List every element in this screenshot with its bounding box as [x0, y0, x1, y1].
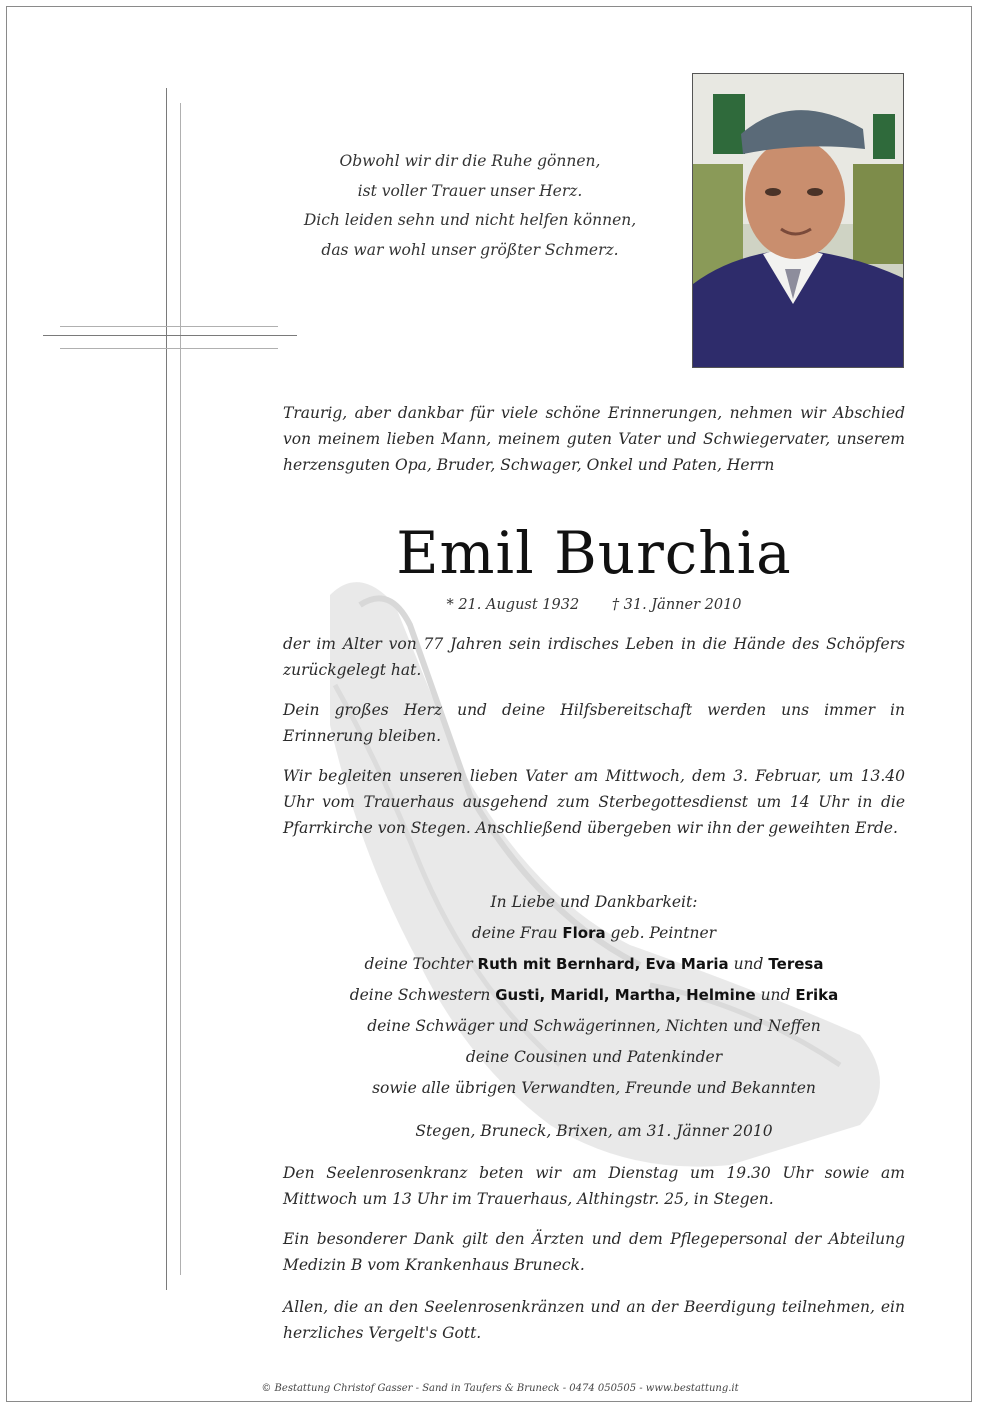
birth-date: * 21. August 1932 — [446, 597, 580, 613]
mourner-line-sisters: deine Schwestern Gusti, Maridl, Martha, Helmine und Erika — [349, 986, 839, 1004]
age-paragraph: der im Alter von 77 Jahren sein irdisches Leben in die Hände des Schöpfers zurückgelegt hat. — [283, 635, 905, 679]
verse-line: Dich leiden sehn und nicht helfen können, — [303, 211, 637, 229]
portrait-photo — [692, 73, 904, 368]
rosary-paragraph: Den Seelenrosenkranz beten wir am Dienstag um 19.30 Uhr sowie am Mittwoch um 13 Uhr im Trauerhaus, Althingstr. 25, in Stegen. — [283, 1164, 905, 1208]
mourner-line-cousins: deine Cousinen und Patenkinder — [465, 1048, 723, 1066]
mourner-line-wife: deine Frau Flora geb. Peintner — [471, 924, 717, 942]
deceased-name: Emil Burchia — [396, 519, 792, 587]
mourners-list — [283, 887, 905, 1104]
funeral-paragraph: Wir begleiten unseren lieben Vater am Mittwoch, dem 3. Februar, um 13.40 Uhr vom Trauerhaus ausgehend zum Sterbegottesdienst um 14 Uhr in die Pfarrkirche von Stegen. Anschließend übergeben wir ihn der geweihten Erde. — [283, 767, 905, 837]
intro-text: Traurig, aber dankbar für viele schöne Erinnerungen, nehmen wir Abschied von meinem lieben Mann, meinem guten Vater und Schwiegervater, unserem herzensguten Opa, Bruder, Schwager, Onkel und Paten, Herrn — [283, 404, 905, 474]
mourner-line-daughters: deine Tochter Ruth mit Bernhard, Eva Maria und Teresa — [364, 955, 824, 973]
memorial-verse — [250, 147, 690, 265]
mourner-line-inlaws: deine Schwäger und Schwägerinnen, Nichten und Neffen — [367, 1017, 821, 1035]
final-paragraph: Allen, die an den Seelenrosenkränzen und an der Beerdigung teilnehmen, ein herzliches Vergelt's Gott. — [283, 1298, 905, 1342]
place-and-date: Stegen, Bruneck, Brixen, am 31. Jänner 2010 — [415, 1122, 773, 1140]
footer-credit: © Bestattung Christof Gasser - Sand in Taufers & Bruneck - 0474 050505 - www.bestattung.it — [261, 1383, 739, 1394]
heart-paragraph: Dein großes Herz und deine Hilfsbereitschaft werden uns immer in Erinnerung bleiben. — [283, 701, 905, 745]
life-dates — [283, 594, 905, 616]
verse-line: das war wohl unser größter Schmerz. — [321, 240, 619, 259]
verse-line: Obwohl wir dir die Ruhe gönnen, — [339, 152, 601, 170]
mourners-heading: In Liebe und Dankbarkeit: — [490, 893, 698, 911]
mourner-line-others: sowie alle übrigen Verwandten, Freunde und Bekannten — [372, 1079, 816, 1097]
verse-line: ist voller Trauer unser Herz. — [357, 181, 583, 200]
death-date: † 31. Jänner 2010 — [611, 597, 742, 613]
thanks-paragraph: Ein besonderer Dank gilt den Ärzten und dem Pflegepersonal der Abteilung Medizin B vom Krankenhaus Bruneck. — [283, 1230, 905, 1274]
